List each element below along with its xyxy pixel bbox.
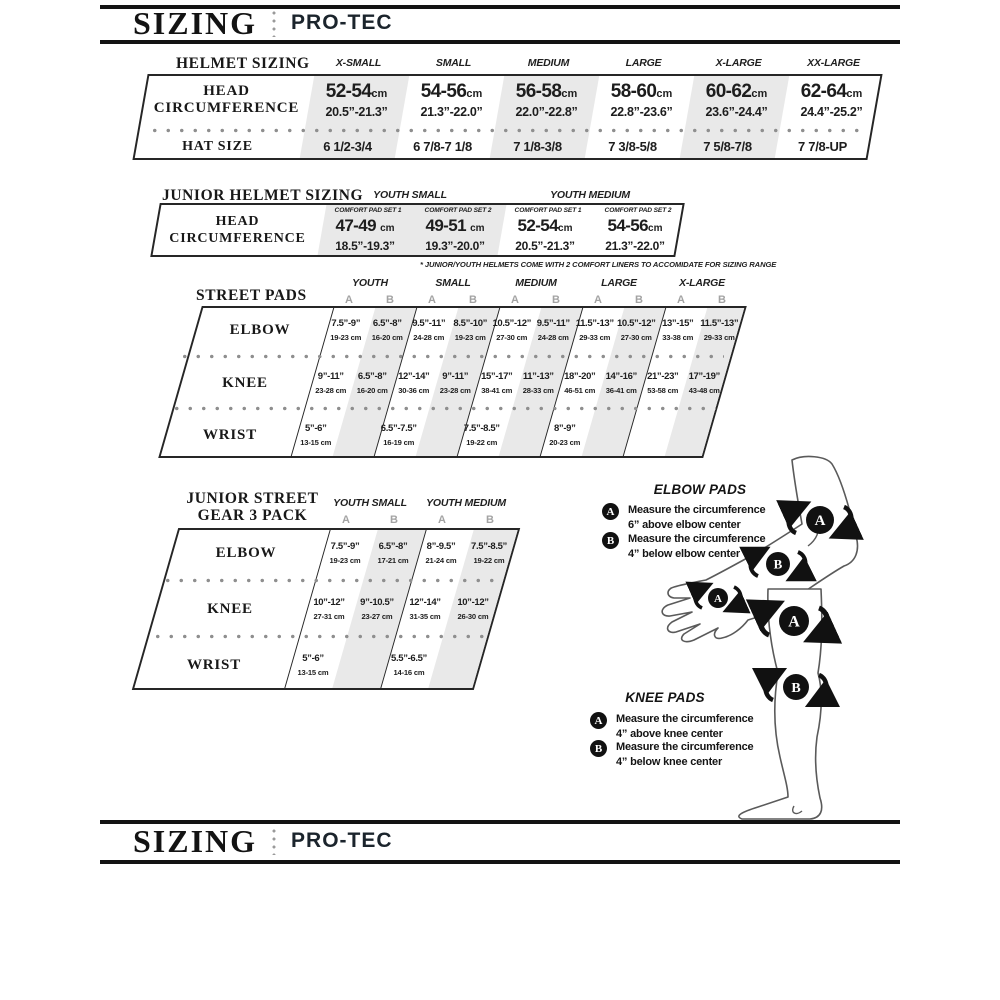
footer-title: SIZING [133, 822, 258, 859]
dotted-divider [149, 634, 484, 639]
header-bottom-rule [100, 40, 900, 44]
marker-b-icon: B [602, 532, 619, 549]
size-header: SMALL [435, 277, 471, 289]
street-pads-table [180, 306, 739, 458]
col-header: X-SMALL [335, 57, 382, 69]
knee-cell: 6.5”-8” 16-20 cm [356, 370, 388, 395]
footer-brand [133, 822, 393, 859]
helmet-cell: 54-56cm 21.3”-22.0” [420, 80, 483, 119]
protec-logo: PRO-TEC [291, 11, 393, 34]
hat-cell: 7 1/8-3/8 [513, 138, 562, 154]
wrist-row [165, 412, 710, 458]
size-header: YOUTH [352, 277, 388, 289]
helmet-sizing-table [140, 74, 875, 160]
helmet-sizing-title: HELMET SIZING [176, 55, 310, 72]
junior-street-title: JUNIOR STREET GEAR 3 PACK [186, 490, 319, 524]
dotted-divider [146, 128, 866, 133]
wrist-row [139, 640, 481, 690]
junior-helmet-table [155, 203, 680, 257]
header-brand [133, 4, 393, 41]
col-b-header: B [552, 294, 560, 306]
dotted-separator [272, 9, 276, 37]
hat-cell: 7 7/8-UP [798, 138, 847, 154]
knee-cell: 18”-20” 46-51 cm [564, 370, 596, 395]
col-a-header: A [345, 294, 353, 306]
knee-cell: 9”-11” 23-28 cm [315, 370, 347, 395]
youth-small-header: YOUTH SMALL [373, 189, 447, 201]
elbow-cell: 11.5”-13” 29-33 cm [575, 317, 614, 342]
elbow-cell: 13”-15” 33-38 cm [662, 317, 694, 342]
elbow-cell: 10.5”-12” 27-30 cm [492, 317, 532, 342]
col-header: XX-LARGE [807, 57, 860, 69]
marker-a-icon: A [602, 503, 619, 520]
knee-cell: 11”-13” 28-33 cm [522, 370, 554, 395]
wrist-cell: 5.5”-6.5” 14-16 cm [391, 652, 427, 677]
helmet-cell: 56-58cm 22.0”-22.8” [515, 80, 578, 119]
pad-set-cell: COMFORT PAD SET 2 54-56cm 21.3”-22.0” [604, 207, 672, 253]
row-label: KNEE [207, 600, 253, 617]
elbow-cell: 7.5”-8.5” 19-22 cm [471, 540, 507, 565]
knee-pads-guide-title: KNEE PADS [625, 690, 705, 705]
col-a-header: A [511, 294, 519, 306]
street-pads-title: STREET PADS [196, 287, 307, 304]
knee-cell: 12”-14” 31-35 cm [409, 596, 441, 621]
svg-text:A: A [814, 513, 826, 529]
hat-cell: 7 5/8-7/8 [703, 138, 752, 154]
youth-medium-header: YOUTH MEDIUM [550, 189, 630, 201]
dotted-separator [272, 827, 276, 855]
knee-row [155, 584, 497, 634]
knee-cell: 10”-12” 26-30 cm [457, 596, 489, 621]
hat-cell: 6 7/8-7 1/8 [413, 138, 472, 154]
col-b-header: B [718, 294, 726, 306]
elbow-cell: 9.5”-11” 24-28 cm [536, 317, 570, 342]
elbow-row [171, 528, 513, 578]
row-label: WRIST [186, 656, 242, 673]
knee-guide-a: A Measure the circumference 4” above knee center [590, 712, 753, 741]
wrist-cell: 7.5”-8.5” 19-22 cm [463, 422, 500, 447]
row-label: ELBOW [229, 321, 291, 338]
size-header: LARGE [601, 277, 637, 289]
col-header: MEDIUM [527, 57, 570, 69]
marker-b-icon: B [590, 740, 607, 757]
junior-street-table [155, 528, 507, 690]
svg-text:B: B [791, 681, 801, 696]
col-b-header: B [486, 514, 494, 526]
pad-set-cell: COMFORT PAD SET 1 47-49 cm 18.5”-19.3” [334, 207, 402, 253]
knee-cell: 17”-19” 43-48 cm [688, 370, 720, 395]
dotted-divider [168, 406, 716, 411]
wrist-cell: 6.5”-7.5” 16-19 cm [380, 422, 417, 447]
protec-logo: PRO-TEC [291, 829, 393, 852]
size-header: X-LARGE [679, 277, 725, 289]
helmet-cell: 58-60cm 22.8”-23.6” [610, 80, 673, 119]
wrist-cell: 5”-6” 13-15 cm [300, 422, 332, 447]
elbow-cell: 10.5”-12” 27-30 cm [616, 317, 656, 342]
col-header: X-LARGE [715, 57, 762, 69]
col-a-header: A [677, 294, 685, 306]
col-header: SMALL [435, 57, 472, 69]
row-label: ELBOW [215, 544, 277, 561]
pad-set-cell: COMFORT PAD SET 2 49-51 cm 19.3”-20.0” [424, 207, 492, 253]
size-header: YOUTH MEDIUM [426, 497, 506, 509]
svg-text:B: B [773, 556, 783, 572]
col-b-header: B [390, 514, 398, 526]
page-title: SIZING [133, 4, 258, 41]
col-b-header: B [386, 294, 394, 306]
junior-helmet-title: JUNIOR HELMET SIZING [162, 187, 364, 204]
row-label: HEAD CIRCUMFERENCE [153, 83, 300, 116]
svg-text:A: A [714, 593, 722, 605]
knee-cell: 9”-10.5” 23-27 cm [360, 596, 394, 621]
dotted-divider [159, 578, 494, 583]
head-circumference-row [144, 74, 879, 126]
col-b-header: B [635, 294, 643, 306]
col-a-header: A [342, 514, 350, 526]
svg-text:A: A [788, 613, 800, 631]
elbow-cell: 9.5”-11” 24-28 cm [412, 317, 446, 342]
row-label: WRIST [202, 426, 258, 443]
knee-row [180, 360, 725, 406]
dotted-divider [176, 354, 724, 359]
knee-cell: 21”-23” 53-58 cm [647, 370, 679, 395]
elbow-guide-a: A Measure the circumference 6” above elbow center [602, 503, 765, 532]
hat-size-row [135, 134, 870, 158]
elbow-cell: 7.5”-9” 19-23 cm [330, 317, 362, 342]
size-header: YOUTH SMALL [333, 497, 407, 509]
knee-cell: 15”-17” 38-41 cm [481, 370, 513, 395]
size-header: MEDIUM [515, 277, 557, 289]
knee-cell: 10”-12” 27-31 cm [313, 596, 345, 621]
wrist-cell: 8”-9” 20-23 cm [549, 422, 581, 447]
elbow-cell: 7.5”-9” 19-23 cm [329, 540, 361, 565]
elbow-cell: 8.5”-10” 19-23 cm [453, 317, 488, 342]
junior-head-circumference-row [155, 203, 680, 257]
row-label: KNEE [222, 374, 268, 391]
junior-helmet-footnote: * JUNIOR/YOUTH HELMETS COME WITH 2 COMFORT LINERS TO ACCOMIDATE FOR SIZING RANGE [420, 260, 777, 269]
elbow-cell: 6.5”-8” 17-21 cm [377, 540, 409, 565]
hat-cell: 6 1/2-3/4 [323, 138, 372, 154]
elbow-cell: 6.5”-8” 16-20 cm [371, 317, 403, 342]
elbow-cell: 8”-9.5” 21-24 cm [425, 540, 457, 565]
elbow-row [195, 306, 740, 354]
helmet-cell: 60-62cm 23.6”-24.4” [705, 80, 768, 119]
footer-bottom-rule [100, 860, 900, 864]
leg-illustration [720, 585, 880, 820]
knee-cell: 12”-14” 30-36 cm [398, 370, 430, 395]
elbow-cell: 11.5”-13” 29-33 cm [700, 317, 739, 342]
col-a-header: A [594, 294, 602, 306]
hat-cell: 7 3/8-5/8 [608, 138, 657, 154]
row-label: HEAD CIRCUMFERENCE [169, 214, 306, 246]
knee-cell: 14”-16” 36-41 cm [605, 370, 637, 395]
marker-a-icon: A [590, 712, 607, 729]
elbow-pads-guide-title: ELBOW PADS [653, 482, 747, 497]
col-a-header: A [428, 294, 436, 306]
col-header: LARGE [625, 57, 662, 69]
col-a-header: A [438, 514, 446, 526]
knee-guide-b: B Measure the circumference 4” below knee center [590, 740, 753, 769]
helmet-cell: 62-64cm 24.4”-25.2” [800, 80, 863, 119]
row-label: HAT SIZE [182, 138, 253, 154]
elbow-guide-b: B Measure the circumference 4” below elbow center [602, 532, 765, 561]
wrist-cell: 5”-6” 13-15 cm [297, 652, 329, 677]
col-b-header: B [469, 294, 477, 306]
pad-set-cell: COMFORT PAD SET 1 52-54cm 20.5”-21.3” [514, 207, 582, 253]
helmet-cell: 52-54cm 20.5”-21.3” [325, 80, 388, 119]
knee-cell: 9”-11” 23-28 cm [439, 370, 471, 395]
helmet-size-headers [311, 57, 881, 69]
